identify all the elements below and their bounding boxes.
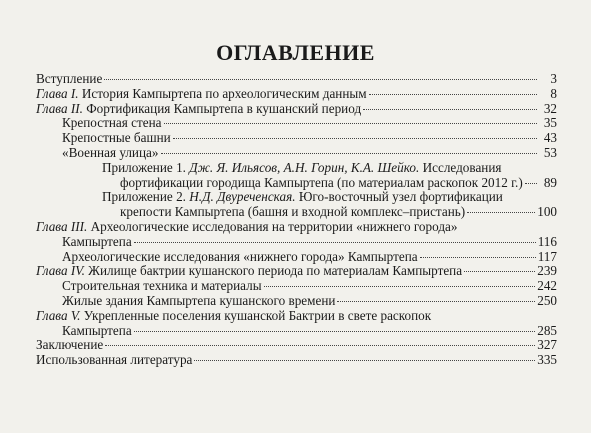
toc-entry bbox=[36, 353, 557, 368]
chapter-number: Глава I. bbox=[36, 85, 79, 101]
toc-entry bbox=[36, 338, 557, 353]
dot-leader bbox=[464, 271, 535, 272]
dot-leader bbox=[420, 257, 536, 258]
chapter-title: Археологические исследования на территории «нижнего города» bbox=[87, 218, 458, 234]
toc-page-number: 285 bbox=[537, 322, 557, 338]
dot-leader bbox=[134, 331, 536, 332]
toc-entry bbox=[36, 279, 557, 294]
chapter-title: Фортификация Кампыртепа в кушанский период bbox=[82, 100, 362, 116]
toc-entry bbox=[36, 116, 557, 131]
toc-entry-label: Кампыртепа bbox=[62, 322, 132, 338]
toc-entry bbox=[36, 250, 557, 265]
toc-entry-label: Археологические исследования «нижнего города» Кампыртепа bbox=[62, 248, 418, 264]
dot-leader bbox=[104, 79, 537, 80]
chapter-number: Глава V. bbox=[36, 307, 81, 323]
toc-entry-label bbox=[102, 161, 501, 176]
toc-page-number: 327 bbox=[537, 337, 557, 353]
chapter-title: Укрепленные поселения кушанской Бактрии в свете раскопок bbox=[80, 307, 432, 323]
dot-leader bbox=[467, 212, 535, 213]
dot-leader bbox=[337, 301, 535, 302]
dot-leader bbox=[194, 360, 535, 361]
appendix-title: Исследования bbox=[419, 159, 502, 175]
toc-page-number: 89 bbox=[543, 174, 557, 190]
toc-entry bbox=[36, 131, 557, 146]
toc-entry bbox=[36, 87, 557, 102]
toc-entry-continuation bbox=[36, 176, 557, 191]
toc-entry bbox=[36, 72, 557, 87]
toc-entry-label bbox=[36, 87, 367, 102]
toc-entry-label: Крепостные башни bbox=[62, 130, 171, 146]
toc-entry-label bbox=[102, 190, 503, 205]
toc-entry-label: «Военная улица» bbox=[62, 144, 159, 160]
table-of-contents bbox=[36, 72, 557, 368]
toc-entry bbox=[36, 220, 557, 235]
dot-leader bbox=[363, 109, 537, 110]
toc-page-number: 239 bbox=[537, 263, 557, 279]
toc-page-number: 43 bbox=[543, 130, 557, 146]
toc-entry bbox=[36, 294, 557, 309]
toc-page-number: 242 bbox=[537, 278, 557, 294]
toc-entry-label: Заключение bbox=[36, 337, 104, 353]
dot-leader bbox=[161, 153, 538, 154]
toc-page-number: 8 bbox=[550, 85, 557, 101]
toc-entry-label: фортификации городища Кампыртепа (по материалам раскопок 2012 г.) bbox=[120, 174, 523, 190]
toc-entry-label bbox=[36, 309, 431, 324]
toc-entry bbox=[36, 161, 557, 176]
page-title: ОГЛАВЛЕНИЕ bbox=[216, 40, 375, 65]
appendix-authors: Н.Д. Двуреченская. bbox=[189, 189, 296, 205]
dot-leader bbox=[173, 138, 537, 139]
toc-entry-label bbox=[36, 102, 361, 117]
toc-page-number: 117 bbox=[537, 248, 557, 264]
toc-page-number: 32 bbox=[543, 100, 557, 116]
toc-entry bbox=[36, 102, 557, 117]
dot-leader bbox=[105, 345, 535, 346]
toc-entry-continuation bbox=[36, 205, 557, 220]
appendix-prefix: Приложение 1. bbox=[102, 159, 190, 175]
toc-page-number: 100 bbox=[537, 204, 557, 220]
toc-entry bbox=[36, 146, 557, 161]
toc-page-number: 3 bbox=[550, 71, 557, 86]
dot-leader bbox=[134, 242, 536, 243]
toc-entry-label: крепости Кампыртепа (башня и входной комплекс–пристань) bbox=[120, 204, 466, 220]
appendix-title: Юго-восточный узел фортификации bbox=[295, 189, 503, 205]
toc-entry bbox=[36, 190, 557, 205]
toc-page-number: 53 bbox=[543, 144, 557, 160]
toc-entry-label: Строительная техника и материалы bbox=[62, 278, 262, 294]
dot-leader bbox=[264, 286, 536, 287]
toc-entry-label: Жилые здания Кампыртепа кушанского времени bbox=[62, 292, 336, 308]
dot-leader bbox=[369, 94, 537, 95]
appendix-prefix: Приложение 2. bbox=[102, 189, 190, 205]
appendix-authors: Дж. Я. Ильясов, А.Н. Горин, К.А. Шейко. bbox=[189, 159, 420, 175]
toc-entry bbox=[36, 309, 557, 324]
toc-entry-continuation bbox=[36, 324, 557, 339]
toc-entry-label: Использованная литература bbox=[36, 352, 193, 368]
toc-page-number: 335 bbox=[537, 352, 557, 368]
toc-entry-label bbox=[36, 220, 458, 235]
toc-entry bbox=[36, 264, 557, 279]
chapter-number: Глава II. bbox=[36, 100, 83, 116]
toc-page-number: 250 bbox=[537, 292, 557, 308]
toc-entry-label: Крепостная стена bbox=[62, 115, 162, 131]
chapter-number: Глава III. bbox=[36, 218, 88, 234]
toc-entry-label bbox=[36, 264, 462, 279]
toc-entry-continuation bbox=[36, 235, 557, 250]
toc-entry-label: Вступление bbox=[36, 71, 103, 86]
toc-entry-label: Кампыртепа bbox=[62, 233, 132, 249]
chapter-title: Жилище бактрии кушанского периода по материалам Кампыртепа bbox=[84, 263, 463, 279]
toc-page-number: 35 bbox=[543, 115, 557, 131]
chapter-number: Глава IV. bbox=[36, 263, 85, 279]
dot-leader bbox=[164, 123, 538, 124]
toc-page-number: 116 bbox=[537, 233, 557, 249]
chapter-title: История Кампыртепа по археологическим данным bbox=[78, 85, 367, 101]
dot-leader bbox=[525, 183, 537, 184]
